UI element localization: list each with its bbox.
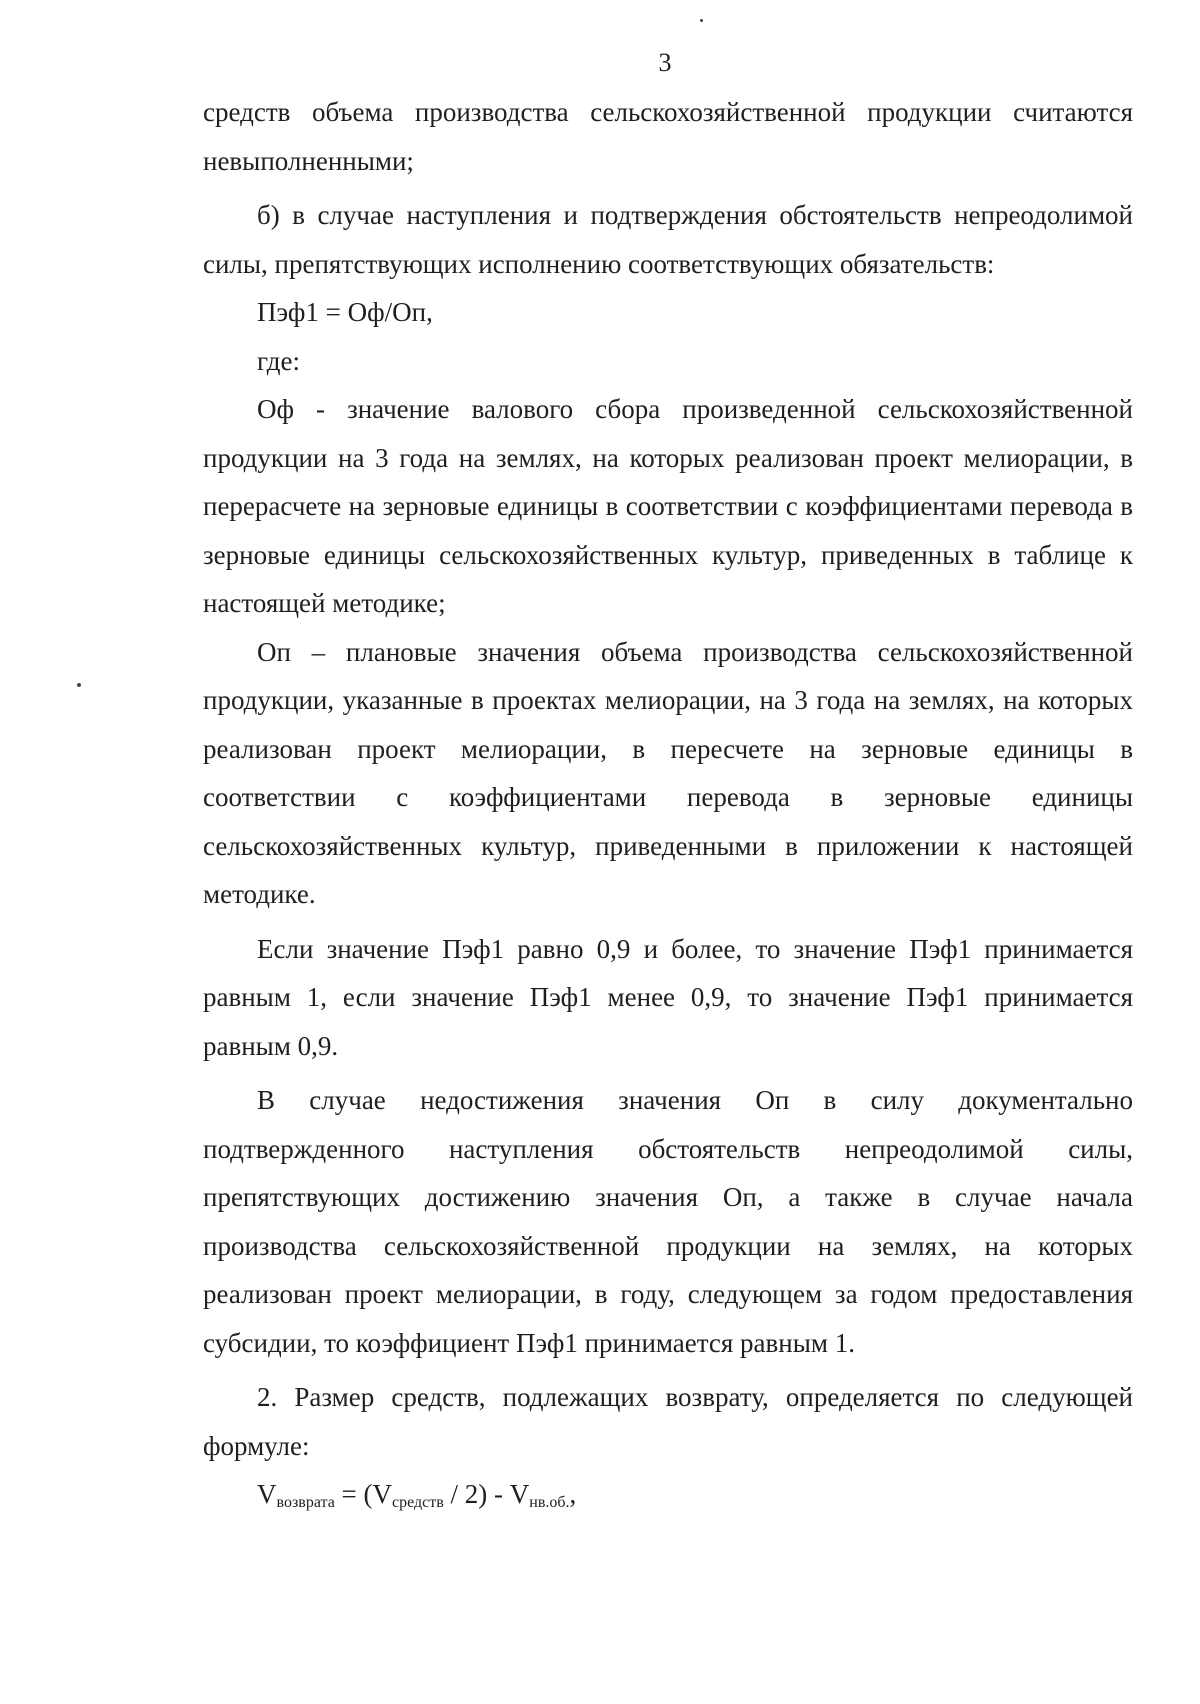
paragraph-force-majeure: В случае недостижения значения Оп в силу документально подтвержденного наступления обстоятельств непреодолимой силы, препятствующих достижению значения Оп, а также в случае начала производства сельскохозяйственной продукции на землях, на которых реализован проект мелиорации, в году, следующем за годом предоставления субсидии, то коэффициент Пэф1 принимается равным 1. bbox=[203, 1085, 1133, 1358]
formula-sub-funds: средств bbox=[392, 1494, 444, 1511]
paragraph-item-b: б) в случае наступления и подтверждения обстоятельств непреодолимой силы, препятствующих исполнению соответствующих обязательств: bbox=[203, 200, 1133, 279]
formula-pef1: Пэф1 = Оф/Оп, bbox=[257, 297, 433, 327]
document-body bbox=[203, 88, 1133, 1528]
scan-speck bbox=[700, 19, 703, 22]
definition-op: Оп – плановые значения объема производства сельскохозяйственной продукции, указанные в проектах мелиорации, на 3 года на землях, на которых реализован проект мелиорации, в пересчете на зерновые единицы в соответствии с коэффициентами перевода в зерновые единицы сельскохозяйственных культур, приведенными в приложении к настоящей методике. bbox=[203, 636, 1133, 909]
page-number: 3 bbox=[658, 48, 672, 77]
formula-end: , bbox=[569, 1479, 577, 1509]
where-label: где: bbox=[257, 345, 300, 376]
scan-speck bbox=[77, 683, 81, 687]
formula-return-amount bbox=[203, 1470, 1133, 1528]
paragraph-item-2: 2. Размер средств, подлежащих возврату, определяется по следующей формуле: bbox=[203, 1382, 1133, 1461]
formula-v: V bbox=[257, 1479, 277, 1509]
formula-div: / 2) - V bbox=[443, 1479, 530, 1509]
formula-sub-return: возврата bbox=[276, 1494, 335, 1511]
definition-of: Оф - значение валового сбора произведенной сельскохозяйственной продукции на 3 года на землях, на которых реализован проект мелиорации, в перерасчете на зерновые единицы в соответствии с коэффициентами перевода в зерновые единицы сельскохозяйственных культур, приведенных в таблице к настоящей методике; bbox=[203, 394, 1133, 618]
paragraph-continuation: средств объема производства сельскохозяйственной продукции считаются невыполненными; bbox=[203, 97, 1133, 176]
formula-sub-unfulfilled: нв.об. bbox=[529, 1494, 570, 1511]
formula-eq: = (V bbox=[334, 1479, 393, 1509]
paragraph-pef1-rule: Если значение Пэф1 равно 0,9 и более, то значение Пэф1 принимается равным 1, если значение Пэф1 менее 0,9, то значение Пэф1 принимается равным 0,9. bbox=[203, 933, 1133, 1061]
